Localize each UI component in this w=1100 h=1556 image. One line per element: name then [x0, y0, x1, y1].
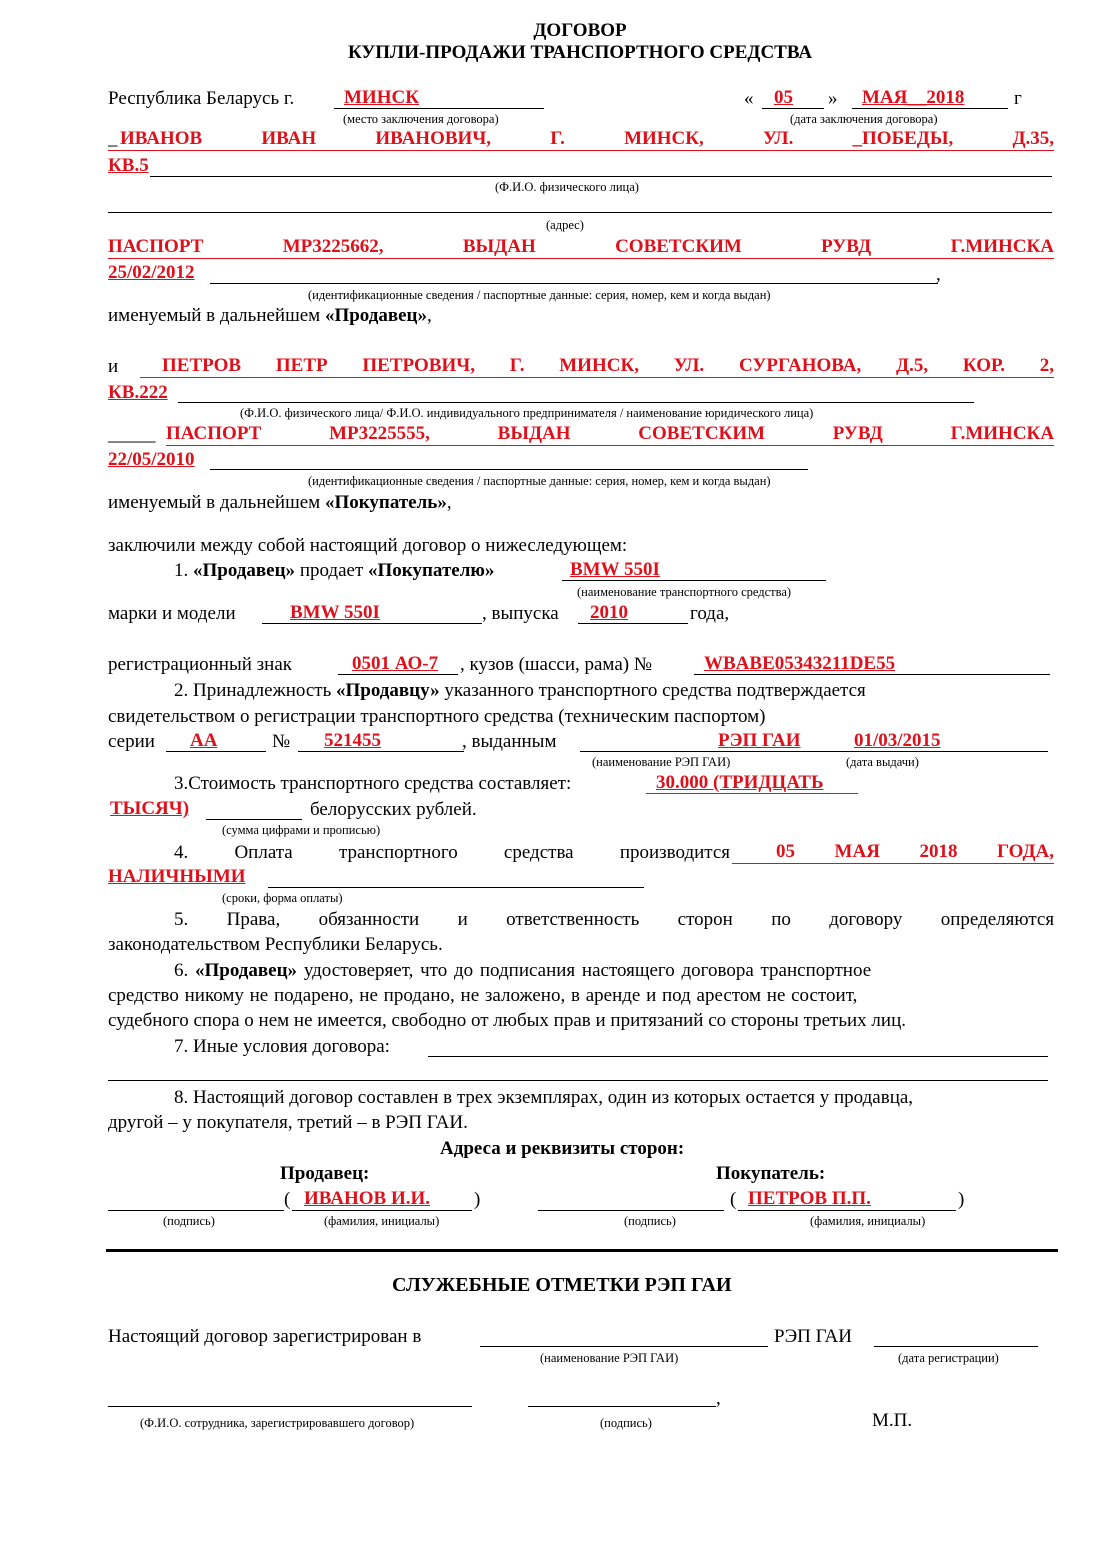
buyer-name-paren-open: (: [730, 1189, 737, 1210]
clause1-vehicle-rule: [562, 580, 826, 581]
buyer-role: «Покупатель»: [324, 492, 447, 513]
clause4-terms2: НАЛИЧНЫМИ: [108, 866, 246, 887]
official-heading: СЛУЖЕБНЫЕ ОТМЕТКИ РЭП ГАИ: [392, 1274, 732, 1296]
buyer-line2: КВ.222: [108, 382, 168, 403]
seller-passport-word: ПАСПОРТ: [108, 236, 204, 257]
buyer-name-line: [738, 1210, 956, 1211]
clause4-term-word: ГОДА,: [997, 841, 1055, 862]
clause5-word: сторон: [677, 909, 733, 930]
official-date-caption: (дата регистрации): [898, 1351, 999, 1365]
clause1-vin: WBABE05343211DE55: [704, 653, 896, 674]
seller-word: УЛ.: [762, 128, 794, 149]
clause1-reg-rule: [338, 674, 458, 675]
seller-name: ИВАНОВ И.И.: [304, 1188, 431, 1209]
clause5-line2: законодательством Республики Беларусь.: [108, 934, 443, 955]
clause1-num: 1.: [174, 560, 189, 581]
clause2-issued-label: , выданным: [462, 731, 557, 752]
seller-line2: КВ.5: [108, 155, 149, 176]
date-caption: (дата заключения договора): [790, 112, 938, 126]
seller-line1: [120, 128, 1054, 150]
clause1-sells: продает: [299, 560, 364, 581]
official-rep: РЭП ГАИ: [774, 1326, 852, 1347]
clause5-word: по: [771, 909, 791, 930]
seller-fio-rule: [150, 176, 1052, 177]
date-suffix: г: [1014, 88, 1022, 109]
clause5-line1: [174, 909, 1054, 931]
seller-signature-line: [108, 1210, 284, 1211]
parties-seller-label: Продавец:: [280, 1163, 370, 1184]
official-registered: Настоящий договор зарегистрирован в: [108, 1326, 422, 1347]
buyer-passport-word: МР3225555,: [329, 423, 430, 444]
buyer-name-caption: (фамилия, инициалы): [810, 1214, 926, 1228]
clause5-word: определяются: [940, 909, 1055, 930]
clause6-line3: судебного спора о нем не имеется, свободно от любых прав и притязаний со стороны третьих лиц.: [108, 1010, 906, 1031]
clause4-terms-rule: [732, 863, 1054, 864]
clause1-year-rule: [578, 623, 688, 624]
clause1-year-label: , выпуска: [482, 603, 559, 624]
buyer-word: ПЕТРОВИЧ,: [362, 355, 475, 376]
buyer-and: и: [108, 356, 119, 377]
clause1-vin-rule: [694, 674, 1050, 675]
clause3-text: 3.Стоимость транспортного средства составляет:: [174, 773, 572, 794]
buyer-word: УЛ.: [673, 355, 705, 376]
clause4-word: производится: [619, 842, 730, 863]
seller-address-caption: (адрес): [546, 218, 584, 232]
buyer-word: ПЕТРОВ: [162, 355, 242, 376]
buyer-named-line: именуемый в дальнейшем «Покупатель»,: [108, 492, 452, 513]
seller-sign-caption: (подпись): [163, 1214, 215, 1228]
clause5-word: обязанности: [318, 909, 420, 930]
seller-name-line: [292, 1210, 472, 1211]
seller-line1-underline: [108, 150, 1054, 151]
official-seal: М.П.: [872, 1410, 913, 1431]
seller-word: Г.: [550, 128, 565, 149]
clause1-line: [174, 560, 494, 582]
clause4-word: Оплата: [234, 842, 293, 863]
official-rep-rule: [480, 1346, 768, 1347]
clause1-buyer: «Покупателю»: [368, 560, 495, 581]
buyer-line1: [162, 355, 1054, 377]
clause3-currency: белорусских рублей.: [310, 799, 477, 820]
clause5-word: и: [457, 909, 468, 930]
seller-named-line: именуемый в дальнейшем «Продавец»,: [108, 305, 432, 326]
buyer-passport-underscore: _____: [108, 424, 156, 445]
clause1-reg-label: регистрационный знак: [108, 654, 292, 675]
clause7-rule: [428, 1056, 1048, 1057]
clause5-word: договору: [829, 909, 903, 930]
buyer-id-caption: (идентификационные сведения / паспортные данные: серия, номер, кем и когда выдан): [308, 474, 771, 488]
seller-word: МИНСК,: [624, 128, 704, 149]
clause4-word: транспортного: [338, 842, 458, 863]
seller-passport-word: РУВД: [821, 236, 872, 257]
seller-passport-date: 25/02/2012: [108, 262, 195, 283]
seller-name-paren-open: (: [284, 1189, 291, 1210]
clause6-line1: [174, 960, 871, 982]
clause4-caption: (сроки, форма оплаты): [222, 891, 343, 905]
seller-word: ИВАН: [261, 128, 317, 149]
buyer-name-paren-close: ): [958, 1189, 965, 1210]
seller-word: _ПОБЕДЫ,: [852, 128, 954, 149]
buyer-sign-caption: (подпись): [624, 1214, 676, 1228]
buyer-named-prefix: именуемый в дальнейшем: [108, 492, 321, 513]
clause4-line: [174, 842, 730, 864]
clause5-word: 5.: [174, 909, 189, 930]
buyer-passport-word: СОВЕТСКИМ: [638, 423, 766, 444]
official-sign-comma: ,: [716, 1388, 721, 1409]
seller-passport-word: СОВЕТСКИМ: [615, 236, 742, 257]
clause1-make: BMW 550I: [290, 602, 380, 623]
buyer-word: Г.: [509, 355, 525, 376]
buyer-word: Д.5,: [896, 355, 929, 376]
clause2-number-rule: [298, 751, 464, 752]
buyer-passport-underline: [166, 445, 1054, 446]
clause3-amount2-rule: [206, 819, 302, 820]
clause8-line1: 8. Настоящий договор составлен в трех экземплярах, один из которых остается у продавца,: [174, 1087, 914, 1108]
clause5-word: ответственность: [506, 909, 640, 930]
seller-named-prefix: именуемый в дальнейшем: [108, 305, 321, 326]
clause6-num: 6.: [174, 960, 189, 981]
clause1-vehicle: BMW 550I: [570, 559, 660, 580]
buyer-signature-line: [538, 1210, 724, 1211]
seller-name-paren-close: ): [474, 1189, 481, 1210]
clause7-text: 7. Иные условия договора:: [174, 1036, 390, 1057]
buyer-word: КОР.: [962, 355, 1005, 376]
place-caption: (место заключения договора): [343, 112, 499, 126]
clause3-amount-rule: [646, 793, 858, 794]
clause7-rule2: [108, 1080, 1048, 1081]
buyer-word: МИНСК,: [559, 355, 639, 376]
clause2-series-label: серии: [108, 731, 155, 752]
buyer-word: 2,: [1039, 355, 1055, 376]
clause4-terms: [776, 841, 1054, 863]
clause4-term-word: МАЯ: [834, 841, 880, 862]
clause2-line2: свидетельством о регистрации транспортного средства (техническим паспортом): [108, 706, 766, 727]
seller-passport-underline: [108, 258, 1054, 259]
clause4-term-word: 05: [776, 841, 795, 862]
buyer-passport-line: [166, 423, 1054, 445]
clause1-make-label: марки и модели: [108, 603, 236, 624]
buyer-passport-word: ВЫДАН: [497, 423, 571, 444]
seller-id-caption: (идентификационные сведения / паспортные данные: серия, номер, кем и когда выдан): [308, 288, 771, 302]
clause6-seller: «Продавец»: [195, 960, 298, 981]
official-rep-caption: (наименование РЭП ГАИ): [540, 1351, 679, 1365]
clause6-line2: средство никому не подарено, не продано, не заложено, в аренде и под арестом не состоит,: [108, 985, 858, 1006]
date-quote-close: »: [828, 88, 838, 109]
clause2-num-label: №: [272, 731, 291, 752]
clause2-issuer-rule: [580, 751, 1048, 752]
clause2-series-rule: [166, 751, 266, 752]
date-month-rule: [852, 108, 1008, 109]
doc-title: ДОГОВОР: [533, 20, 627, 41]
buyer-word: СУРГАНОВА,: [738, 355, 862, 376]
clause2-series: АА: [190, 730, 218, 751]
date-quote-open: «: [744, 88, 754, 109]
clause4-word: 4.: [174, 842, 189, 863]
seller-word: ИВАНОВ: [120, 128, 203, 149]
clause2-number: 521455: [324, 730, 381, 751]
buyer-passport-rule: [210, 469, 808, 470]
official-sign-rule: [528, 1406, 716, 1407]
parties-buyer-label: Покупатель:: [716, 1163, 826, 1184]
seller-passport-word: ВЫДАН: [462, 236, 536, 257]
clause2-issue-date: 01/03/2015: [854, 730, 941, 751]
clause2-seller: «Продавцу»: [336, 680, 440, 701]
seller-passport-rule: [210, 283, 938, 284]
parties-heading: Адреса и реквизиты сторон:: [440, 1138, 685, 1159]
clause2-prefix: 2. Принадлежность: [174, 680, 332, 701]
buyer-word: ПЕТР: [275, 355, 328, 376]
official-officer-caption: (Ф.И.О. сотрудника, зарегистрировавшего договор): [140, 1416, 415, 1430]
clause2-issuer-caption: (наименование РЭП ГАИ): [592, 755, 731, 769]
clause5-word: Права,: [226, 909, 281, 930]
buyer-passport-word: РУВД: [832, 423, 883, 444]
buyer-passport-word: Г.МИНСКА: [950, 423, 1055, 444]
clause1-body-label: , кузов (шасси, рама) №: [460, 654, 652, 675]
section-divider: [106, 1249, 1058, 1252]
seller-underscore: _: [108, 128, 118, 149]
clause1-year: 2010: [590, 602, 628, 623]
buyer-passport-date: 22/05/2010: [108, 449, 195, 470]
clause1-make-rule: [262, 623, 482, 624]
seller-passport-comma: ,: [936, 264, 941, 285]
buyer-line1-underline: [140, 377, 1054, 378]
seller-address-rule: [108, 212, 1052, 213]
buyer-fio-rule: [178, 402, 974, 403]
clause2-date-caption: (дата выдачи): [846, 755, 919, 769]
clause4-terms2-rule: [268, 887, 644, 888]
clause6-rest: удостоверяет, что до подписания настоящего договора транспортное: [303, 960, 872, 981]
intro-text: заключили между собой настоящий договор о нижеследующем:: [108, 535, 628, 556]
clause1-seller: «Продавец»: [193, 560, 296, 581]
clause3-amount2: ТЫСЯЧ): [110, 798, 190, 819]
date-day: 05: [774, 87, 793, 108]
seller-role: «Продавец»: [324, 305, 427, 326]
clause1-reg: 0501 АО-7: [352, 653, 439, 674]
clause1-year-suffix: года,: [690, 603, 730, 624]
clause3-amount: 30.000 (ТРИДЦАТЬ: [656, 772, 824, 793]
seller-fio-caption: (Ф.И.О. физического лица): [495, 180, 639, 194]
clause3-caption: (сумма цифрами и прописью): [222, 823, 381, 837]
date-day-rule: [762, 108, 824, 109]
seller-passport-word: МР3225662,: [282, 236, 384, 257]
clause2-line1: [174, 680, 866, 702]
clause4-word: средства: [503, 842, 574, 863]
seller-word: Д.35,: [1012, 128, 1055, 149]
clause2-suffix: указанного транспортного средства подтверждается: [444, 680, 866, 701]
seller-passport-line: [108, 236, 1054, 258]
official-sign-caption: (подпись): [600, 1416, 652, 1430]
official-date-rule: [874, 1346, 1038, 1347]
clause8-line2: другой – у покупателя, третий – в РЭП ГАИ.: [108, 1112, 468, 1133]
seller-name-caption: (фамилия, инициалы): [324, 1214, 440, 1228]
official-officer-rule: [108, 1406, 472, 1407]
buyer-name: ПЕТРОВ П.П.: [748, 1188, 871, 1209]
city-rule: [334, 108, 544, 109]
seller-word: ИВАНОВИЧ,: [375, 128, 492, 149]
date-month-year: МАЯ__2018: [862, 87, 965, 108]
place-prefix: Республика Беларусь г.: [108, 88, 295, 109]
clause4-term-word: 2018: [919, 841, 958, 862]
clause1-vehicle-caption: (наименование транспортного средства): [577, 585, 792, 599]
doc-subtitle: КУПЛИ-ПРОДАЖИ ТРАНСПОРТНОГО СРЕДСТВА: [347, 42, 813, 63]
clause2-issuer: РЭП ГАИ: [718, 730, 801, 751]
buyer-passport-word: ПАСПОРТ: [166, 423, 262, 444]
buyer-fio-caption: (Ф.И.О. физического лица/ Ф.И.О. индивидуального предпринимателя / наименование юридического лица): [240, 406, 814, 420]
city-value: МИНСК: [344, 87, 419, 108]
seller-passport-word: Г.МИНСКА: [950, 236, 1055, 257]
